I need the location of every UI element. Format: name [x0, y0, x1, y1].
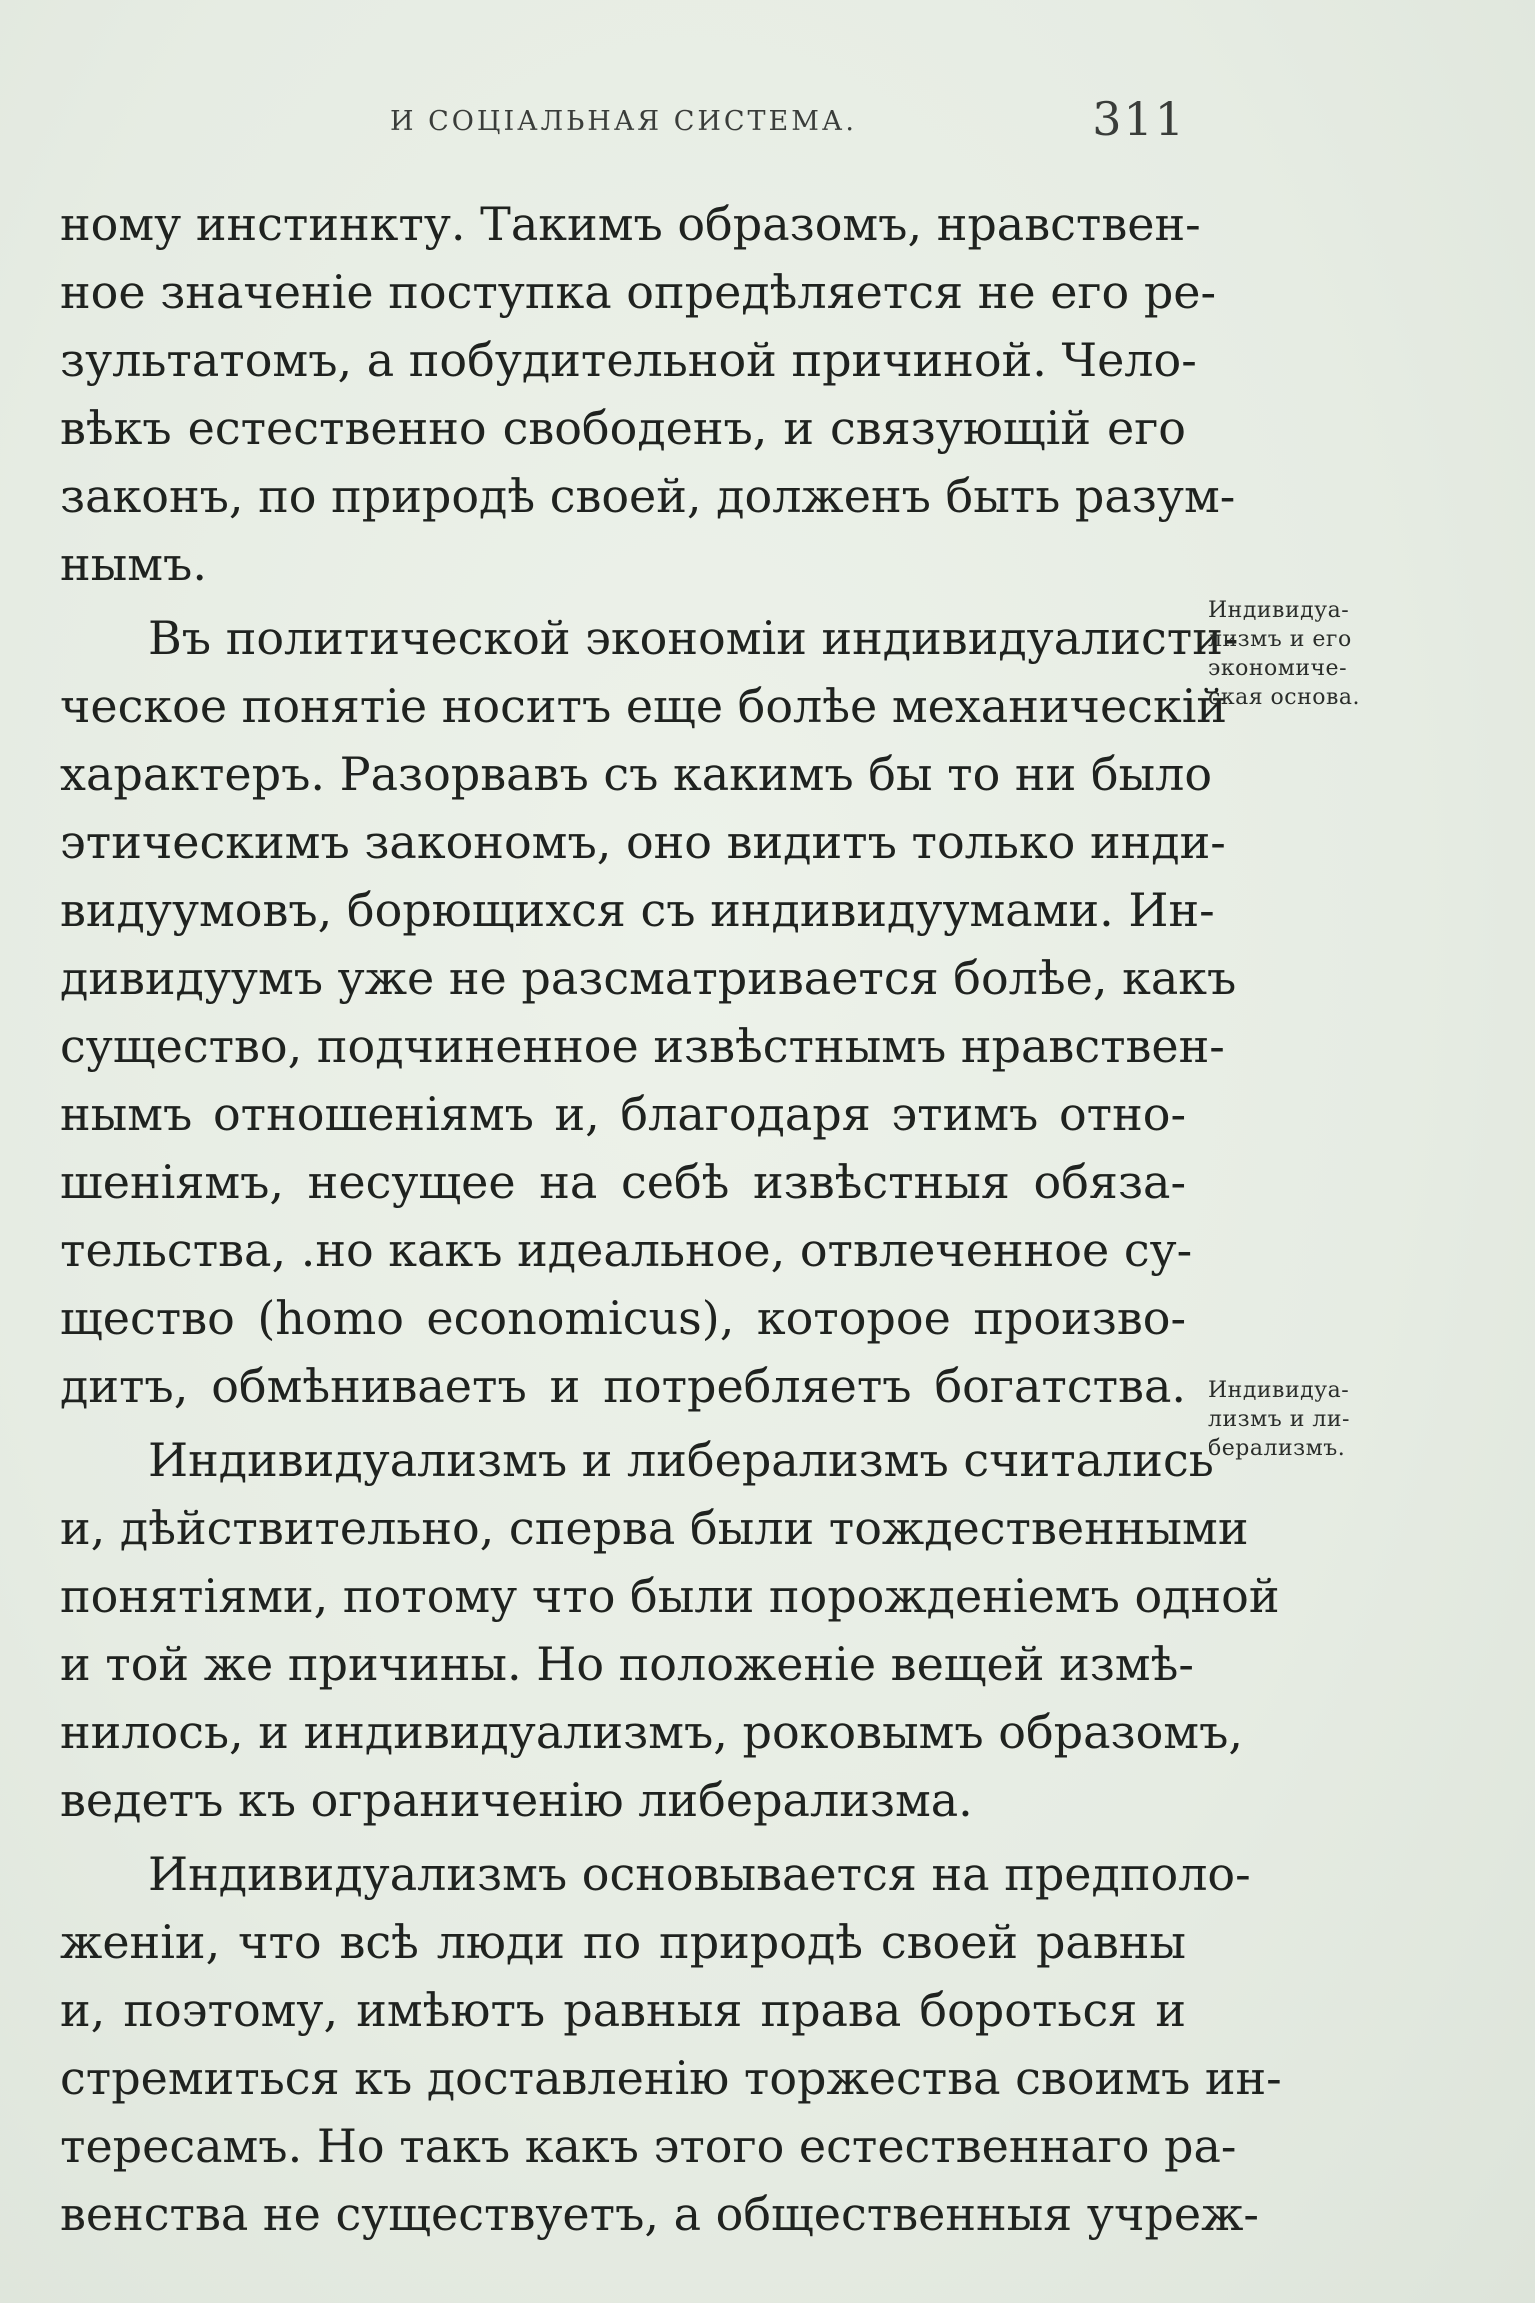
page-number: 311: [1092, 92, 1186, 146]
running-head: [60, 92, 1186, 152]
margin-note-line: берализмъ.: [1208, 1436, 1346, 1461]
text-line: видуумовъ, борющихся съ индивидуумами. Ин-: [60, 883, 1215, 937]
margin-note-line: ская основа.: [1208, 685, 1361, 710]
margin-note-line: лизмъ и ли-: [1208, 1407, 1350, 1432]
text-line: Индивидуализмъ и либерализмъ считались: [148, 1433, 1214, 1487]
text-line: понятіями, потому что были порожденіемъ одной: [60, 1569, 1280, 1623]
text-line: женіи, что всѣ люди по природѣ своей равны: [60, 1915, 1186, 1969]
text-line: нилось, и индивидуализмъ, роковымъ образомъ,: [60, 1705, 1243, 1759]
text-line: венства не существуетъ, а общественныя учреж-: [60, 2187, 1259, 2241]
text-line: Индивидуализмъ основывается на предполо-: [148, 1847, 1251, 1901]
text-line: законъ, по природѣ своей, долженъ быть разум-: [60, 469, 1236, 523]
text-line: нымъ.: [60, 537, 207, 591]
text-line: ному инстинкту. Такимъ образомъ, нравствен-: [60, 197, 1201, 251]
margin-note-individualism-economic: [1208, 596, 1418, 712]
text-line: и той же причины. Но положеніе вещей измѣ-: [60, 1637, 1194, 1691]
text-line: шеніямъ, несущее на себѣ извѣстныя обяза-: [60, 1155, 1186, 1209]
margin-note-individualism-liberalism: [1208, 1376, 1418, 1463]
text-line: существо, подчиненное извѣстнымъ нравствен-: [60, 1019, 1225, 1073]
paragraph-3: [60, 1426, 1280, 1834]
text-line: этическимъ закономъ, оно видитъ только инди-: [60, 815, 1226, 869]
paragraph-2: [60, 604, 1239, 1420]
text-line: Въ политической экономіи индивидуалисти-: [148, 611, 1239, 665]
text-line: зультатомъ, а побудительной причиной. Чело-: [60, 333, 1197, 387]
text-line: стремиться къ доставленію торжества своимъ ин-: [60, 2051, 1282, 2105]
paragraph-4: [60, 1840, 1282, 2248]
text-line: ведетъ къ ограниченію либерализма.: [60, 1773, 973, 1827]
text-line: нымъ отношеніямъ и, благодаря этимъ отно-: [60, 1087, 1186, 1141]
margin-note-line: экономиче-: [1208, 656, 1347, 681]
running-title: И СОЦІАЛЬНАЯ СИСТЕМА.: [390, 106, 857, 137]
paragraph-1: [60, 190, 1236, 598]
text-line: дивидуумъ уже не разсматривается болѣе, какъ: [60, 951, 1237, 1005]
margin-note-line: Индивидуа-: [1208, 598, 1350, 623]
text-line: щество (homo economicus), которое произво-: [60, 1291, 1186, 1345]
text-line: и, дѣйствительно, сперва были тождественными: [60, 1501, 1249, 1555]
text-line: характеръ. Разорвавъ съ какимъ бы то ни было: [60, 747, 1213, 801]
text-line: дитъ, обмѣниваетъ и потребляетъ богатства.: [60, 1359, 1186, 1413]
text-line: тересамъ. Но такъ какъ этого естественнаго ра-: [60, 2119, 1237, 2173]
margin-note-line: лизмъ и его: [1208, 627, 1352, 652]
margin-note-line: Индивидуа-: [1208, 1378, 1350, 1403]
text-line: тельства, .но какъ идеальное, отвлеченное су-: [60, 1223, 1193, 1277]
text-line: ное значеніе поступка опредѣляется не его ре-: [60, 265, 1217, 319]
text-line: ческое понятіе носитъ еще болѣе механическій: [60, 679, 1228, 733]
text-line: вѣкъ естественно свободенъ, и связующій его: [60, 401, 1186, 455]
text-line: и, поэтому, имѣютъ равныя права бороться и: [60, 1983, 1186, 2037]
